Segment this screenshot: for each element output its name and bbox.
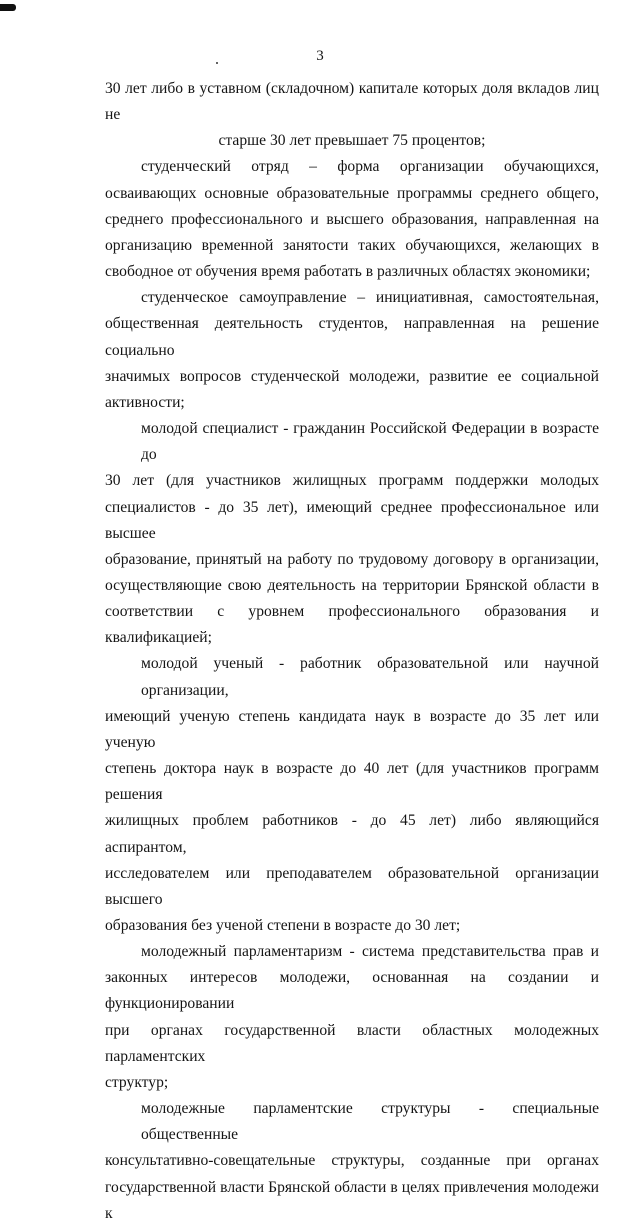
- text-line: жилищных проблем работников - до 45 лет) либо являющийся аспирантом,: [105, 812, 599, 856]
- text-line: при органах государственной власти областных молодежных парламентских: [105, 1021, 599, 1065]
- text-line: 30 лет (для участников жилищных программ поддержки молодых: [105, 472, 599, 490]
- text-line: образование, принятый на работу по трудовому договору в организации,: [105, 550, 599, 568]
- text-line: активности;: [105, 393, 185, 411]
- text-line: имеющий ученую степень кандидата наук в возрасте до 35 лет или ученую: [105, 707, 599, 751]
- text-line: молодежный парламентаризм - система представительства прав и: [141, 943, 599, 961]
- text-line: осваивающих основные образовательные программы среднего общего,: [105, 184, 599, 202]
- text-line: исследователем или преподавателем образовательной организации высшего: [105, 864, 599, 908]
- text-line: законных интересов молодежи, основанная на создании и функционировании: [105, 969, 599, 1013]
- text-line: общественная деятельность студентов, направленная на решение социально: [105, 315, 599, 359]
- page-number: 3: [316, 48, 324, 64]
- text-line: значимых вопросов студенческой молодежи, развитие ее социальной: [105, 367, 599, 385]
- text-line: структур;: [105, 1073, 169, 1091]
- text-line: государственной власти Брянской области в целях привлечения молодежи к: [105, 1178, 599, 1222]
- scan-edge-mark: [0, 4, 16, 11]
- text-line: организацию временной занятости таких обучающихся, желающих в: [105, 236, 599, 254]
- text-line: свободное от обучения время работать в различных областях экономики;: [105, 263, 591, 281]
- text-line: степень доктора наук в возрасте до 40 лет (для участников программ решения: [105, 760, 599, 804]
- text-line: осуществляющие свою деятельность на территории Брянской области в: [105, 576, 599, 594]
- text-line: 30 лет либо в уставном (складочном) капитале которых доля вкладов лиц не: [105, 80, 599, 124]
- text-line: старше 30 лет превышает 75 процентов;: [218, 132, 486, 150]
- text-line: образования без ученой степени в возрасте до 30 лет;: [105, 917, 461, 934]
- text-line: соответствии с уровнем профессионального образования и квалификацией;: [105, 603, 599, 647]
- text-line: молодой ученый - работник образовательной или научной организации,: [141, 655, 599, 699]
- text-line: консультативно-совещательные структуры, созданные при органах: [105, 1152, 599, 1170]
- text-line: молодой специалист - гражданин Российской Федерации в возрасте до: [141, 420, 599, 464]
- text-line: молодежные парламентские структуры - специальные общественные: [141, 1100, 599, 1144]
- text-line: студенческое самоуправление – инициативная, самостоятельная,: [141, 289, 599, 307]
- text-line: специалистов - до 35 лет), имеющий среднее профессиональное или высшее: [105, 498, 599, 542]
- text-line: среднего профессионального и высшего образования, направленная на: [105, 210, 599, 228]
- text-line: студенческий отряд – форма организации обучающихся,: [141, 158, 599, 176]
- document-body: [105, 76, 599, 1227]
